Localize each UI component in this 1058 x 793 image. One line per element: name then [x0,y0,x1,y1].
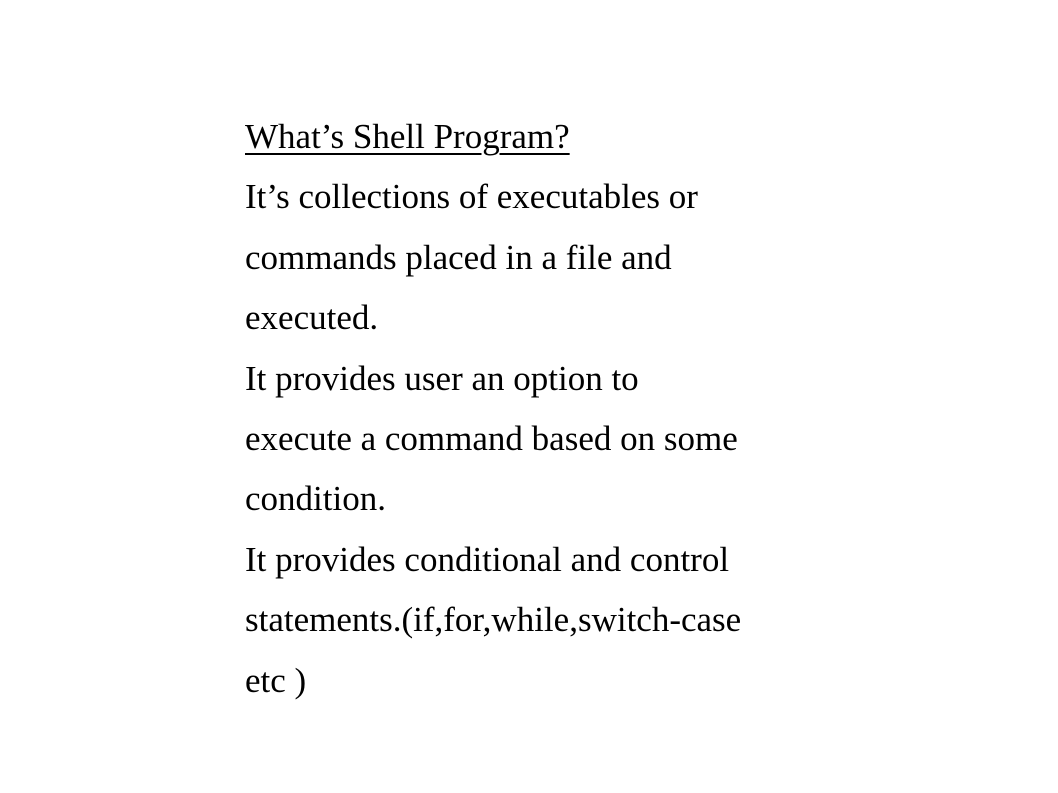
body-line: etc ) [245,660,307,700]
body-line: execute a command based on some [245,419,738,459]
body-line: condition. [245,479,386,519]
body-line: It provides conditional and control [245,539,730,579]
body-line: It’s collections of executables or [245,177,698,217]
slide-content [245,107,1025,711]
body-line: It provides user an option to [245,358,639,398]
body-line: executed. [245,298,379,338]
body-line: commands placed in a file and [245,237,672,277]
body-line: statements.(if,for,while,switch-case [245,600,742,640]
slide-title: What’s Shell Program? [245,117,570,156]
